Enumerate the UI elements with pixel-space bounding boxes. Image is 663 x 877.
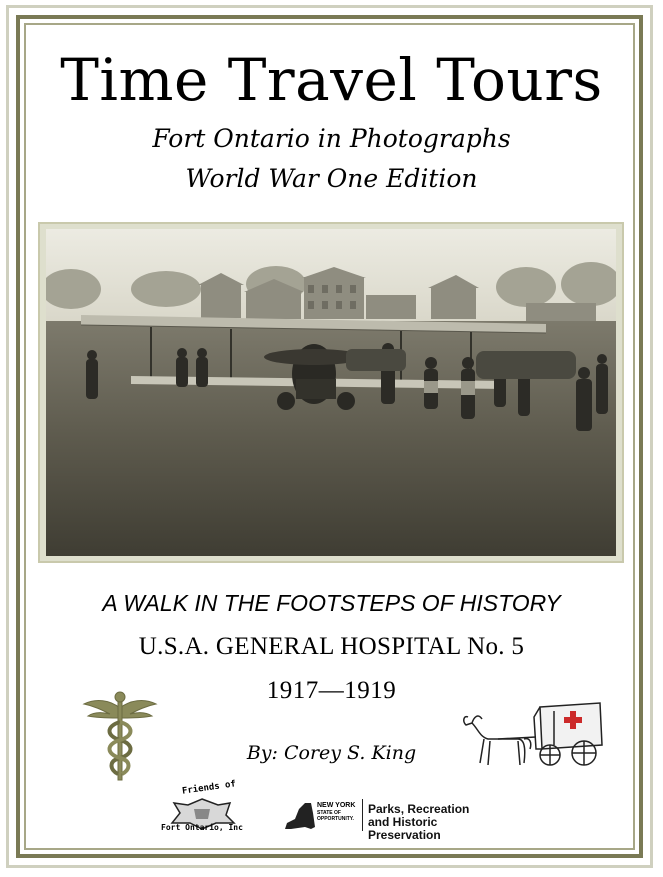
- tagline: A WALK IN THE FOOTSTEPS OF HISTORY: [102, 590, 561, 616]
- subtitle-line-2: World War One Edition: [185, 164, 478, 193]
- nys-logo-divider: [362, 799, 363, 831]
- friends-logo-top-text: Friends of: [181, 779, 237, 797]
- subtitle-line-1: Fort Ontario in Photographs: [152, 124, 511, 153]
- nys-state-bottom: OPPORTUNITY.: [317, 816, 354, 822]
- nys-agency-line-1: Parks, Recreation: [368, 802, 470, 816]
- year-range: 1917—1919: [266, 677, 397, 704]
- historic-airplane-photo: [46, 229, 616, 556]
- nys-state-top: NEW YORK: [317, 802, 356, 809]
- horse-ambulance-illustration: [458, 697, 618, 775]
- caduceus-icon: [82, 690, 158, 782]
- friends-logo-bottom-text: Fort Ontario, Inc: [161, 823, 243, 832]
- nys-parks-logo: [281, 797, 501, 842]
- hospital-name: U.S.A. GENERAL HOSPITAL No. 5: [138, 633, 525, 660]
- page-title: Time Travel Tours: [60, 46, 603, 114]
- new-york-state-icon: [281, 799, 317, 833]
- friends-of-fort-ontario-logo: [160, 779, 244, 837]
- nys-agency-line-2: and Historic Preservation: [368, 815, 441, 842]
- author-byline: By: Corey S. King: [246, 742, 417, 764]
- nys-state-mid: STATE OF: [317, 810, 341, 816]
